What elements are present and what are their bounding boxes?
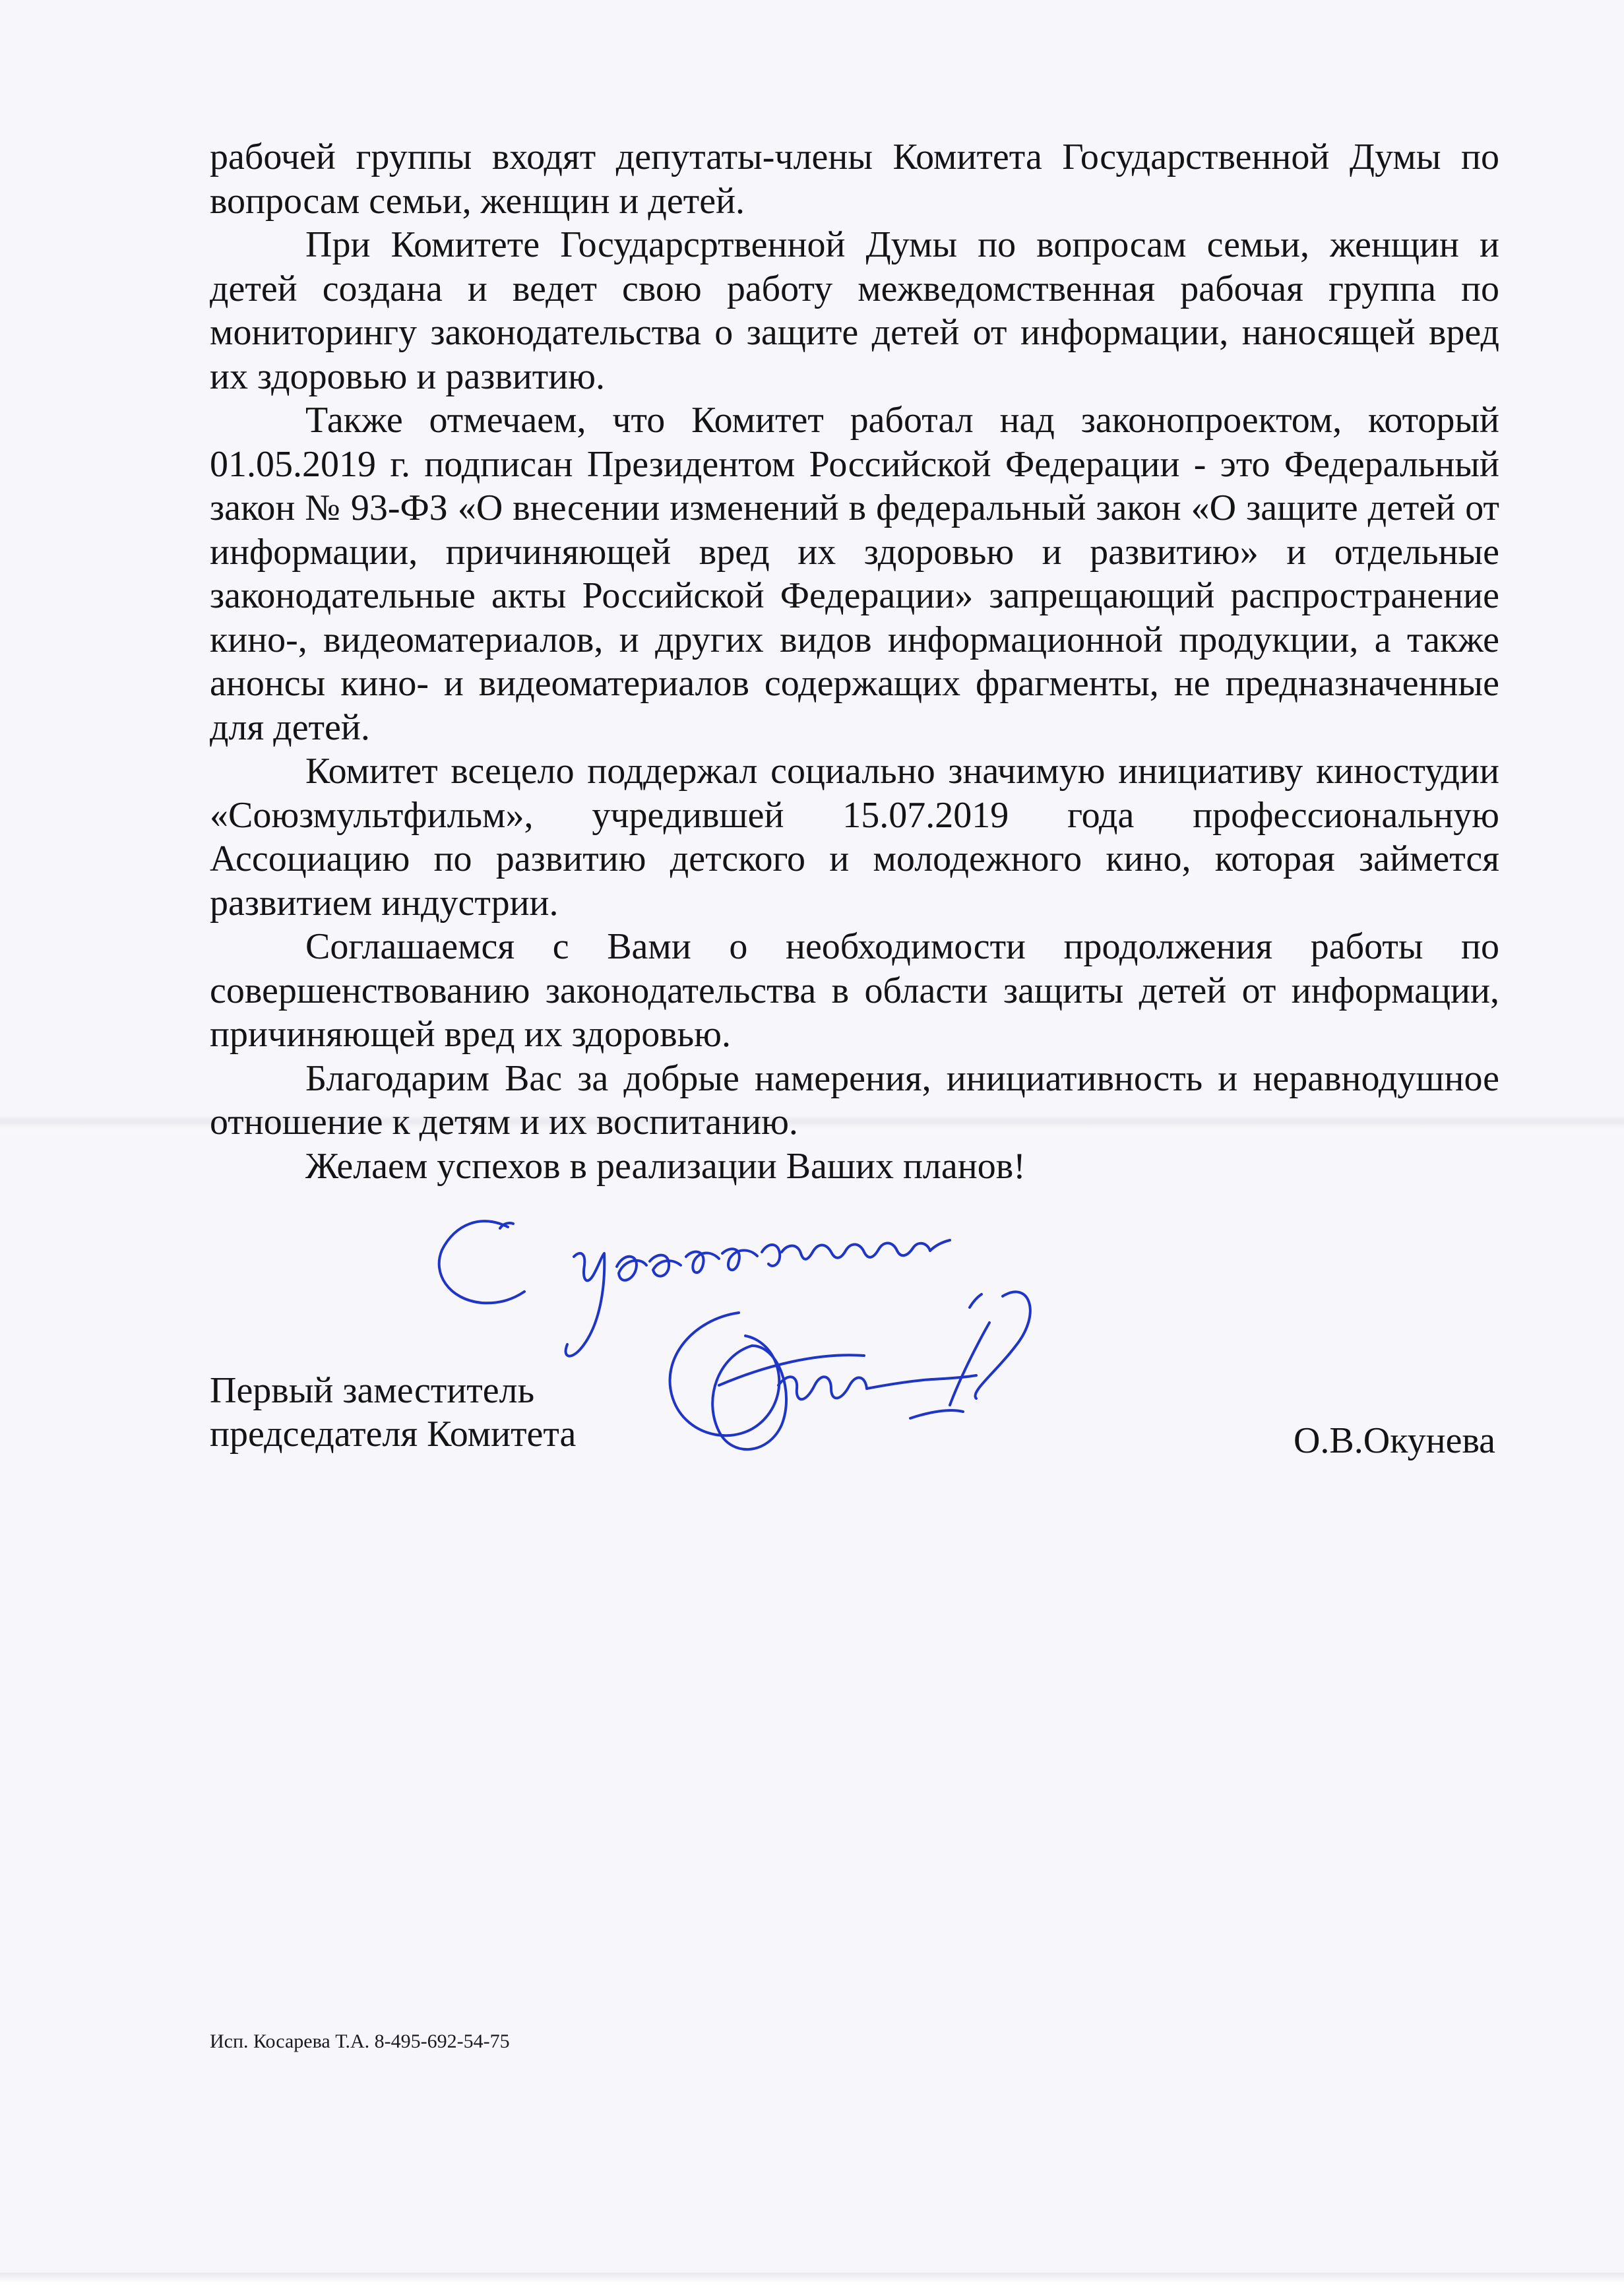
paragraph-working-group: При Комитете Государсртвенной Думы по вопросам семьи, женщин и детей создана и ведет свою работу межведомственная рабочая группа по мониторингу законодательства о защите детей от информации, наносящей вред их здоровью и развитию. xyxy=(210,224,1499,397)
paper-bottom-edge xyxy=(0,2273,1624,2291)
signer-title xyxy=(210,1369,576,1456)
paragraph-soyuzmultfilm: Комитет всецело поддержал социально значимую инициативу киностудии «Союзмультфильм», учредившей 15.07.2019 года профессиональную Ассоциацию по развитию детского и молодежного кино, которая займется развитием индустрии. xyxy=(210,751,1499,924)
paragraph-wishes: Желаем успехов в реализации Ваших планов! xyxy=(305,1145,1026,1187)
executor-note: Исп. Косарева Т.А. 8-495-692-54-75 xyxy=(210,2030,510,2052)
signer-title-line2: председателя Комитета xyxy=(210,1414,577,1455)
letter-body xyxy=(210,135,1499,1188)
paragraph-agreement: Соглашаемся с Вами о необходимости продолжения работы по совершенствованию законодательства в области защиты детей от информации, причиняющей вред их здоровью. xyxy=(210,926,1499,1055)
signer-name: О.В.Окунева xyxy=(1293,1420,1495,1461)
paragraph-continuation: рабочей группы входят депутаты-члены Комитета Государственной Думы по вопросам семьи, женщин и детей. xyxy=(210,137,1499,222)
paragraph-gratitude: Благодарим Вас за добрые намерения, инициативность и неравнодушное отношение к детям и их воспитанию. xyxy=(210,1057,1499,1143)
signer-title-line1: Первый заместитель xyxy=(210,1370,535,1411)
paragraph-federal-law: Также отмечаем, что Комитет работал над законопроектом, который 01.05.2019 г. подписан Президентом Российской Федерации - это Федеральный закон № 93-ФЗ «О внесении изменений в федеральный закон «О защите детей от информации, причиняющей вред их здоровью и развитию» и отдельные законодательные акты Российской Федерации» запрещающий распространение кино-, видеоматериалов, и других видов информационной продукции, а также анонсы кино- и видеоматериалов содержащих фрагменты, не предназначенные для детей. xyxy=(210,400,1499,748)
